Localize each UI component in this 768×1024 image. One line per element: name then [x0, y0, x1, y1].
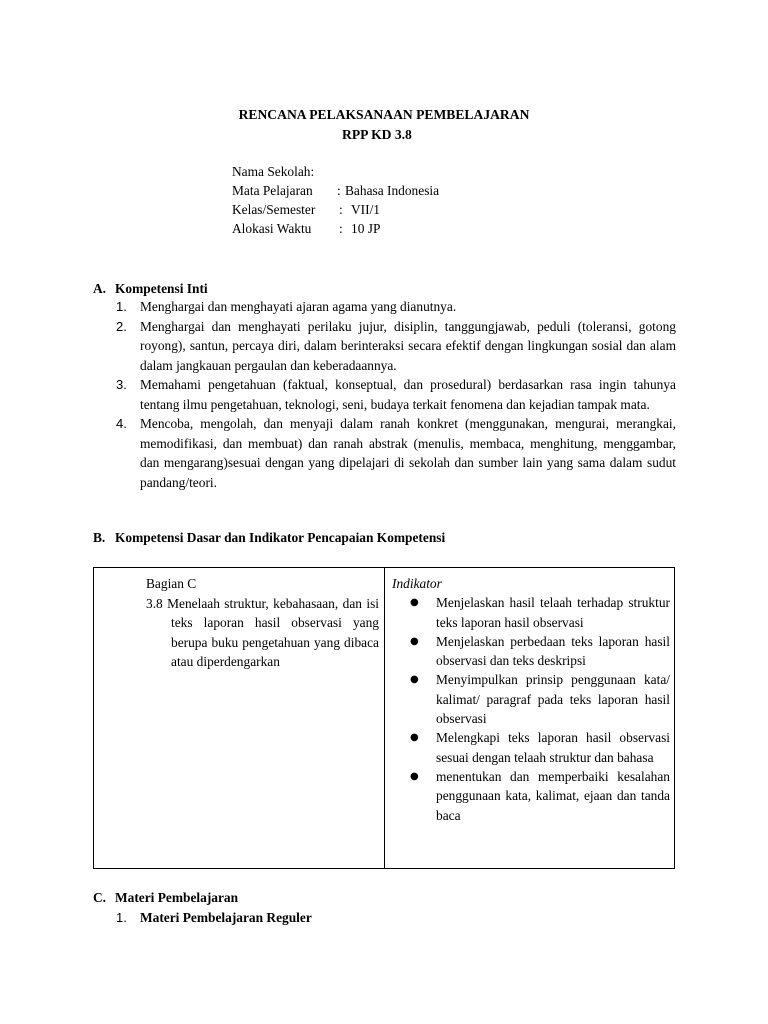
- list-item: [116, 908, 676, 928]
- info-key: Kelas/Semester: [232, 202, 316, 217]
- list-number: 3.: [116, 377, 127, 392]
- kd-text: 3.8 Menelaah struktur, kebahasaan, dan isi teks laporan hasil observasi yang berupa buku pengetahuan yang dibaca atau diperdengarkan: [146, 595, 379, 669]
- info-colon: :: [339, 202, 343, 217]
- indikator-title: Indikator: [392, 576, 442, 591]
- section-title: Kompetensi Dasar dan Indikator Pencapaian Kompetensi: [115, 530, 446, 545]
- materi-list: [116, 908, 676, 928]
- info-row-mata-pelajaran: [232, 181, 439, 201]
- list-item: [116, 375, 676, 414]
- info-colon: :: [337, 183, 341, 198]
- list-number: 4.: [116, 416, 127, 431]
- table-divider: [384, 568, 385, 868]
- list-text: Menghargai dan menghayati ajaran agama yang dianutnya.: [140, 299, 457, 314]
- list-item: [116, 317, 676, 376]
- bullet-icon: ●: [410, 674, 419, 686]
- bullet-icon: ●: [410, 770, 419, 782]
- document-title: RENCANA PELAKSANAAN PEMBELAJARAN: [238, 107, 530, 122]
- list-text: Mencoba, mengolah, dan menyaji dalam ranah konkret (menggunakan, mengurai, merangkai, memodifikasi, dan membuat) dan ranah abstrak (menulis, membaca, menghitung, menggambar, dan mengarang)sesuai dengan yang dipelajari di sekolah dan sumber lain yang sama dalam sudut pandang/teori.: [140, 416, 676, 490]
- list-item: [116, 297, 676, 317]
- info-colon: :: [339, 221, 343, 236]
- info-row-alokasi-waktu: [232, 219, 380, 239]
- info-key: Nama Sekolah: [232, 164, 311, 179]
- info-value: Bahasa Indonesia: [345, 183, 440, 198]
- indikator-text: Menjelaskan perbedaan teks laporan hasil observasi dan teks deskripsi: [436, 633, 670, 669]
- kd-cell: [146, 574, 379, 672]
- kompetensi-inti-list: [116, 297, 676, 492]
- indikator-item: [392, 632, 670, 671]
- section-b-heading: [93, 528, 445, 548]
- info-row-nama-sekolah: [232, 162, 314, 182]
- info-key: Alokasi Waktu: [232, 221, 312, 236]
- section-title: Materi Pembelajaran: [115, 890, 239, 905]
- section-letter: B.: [93, 530, 106, 545]
- indikator-item: [392, 593, 670, 632]
- indikator-text: Menjelaskan hasil telaah terhadap struktur teks laporan hasil observasi: [436, 595, 670, 630]
- list-number: 1.: [116, 299, 127, 314]
- indikator-text: menentukan dan memperbaiki kesalahan penggunaan kata, kalimat, ejaan dan tanda baca: [436, 768, 670, 823]
- bullet-icon: ●: [410, 635, 419, 647]
- list-item: [116, 414, 676, 492]
- indikator-cell: [392, 574, 670, 825]
- list-text: Memahami pengetahuan (faktual, konseptual, dan prosedural) berdasarkan rasa ingin tahunya tentang ilmu pengetahuan, teknologi, seni, budaya terkait fenomena dan kejadian tampak mata.: [140, 377, 676, 412]
- indikator-item: [392, 767, 670, 825]
- section-a-heading: [93, 279, 208, 299]
- section-letter: A.: [93, 281, 107, 296]
- info-value: 10 JP: [351, 221, 381, 236]
- document-subtitle: RPP KD 3.8: [342, 127, 412, 142]
- info-key: Mata Pelajaran: [232, 183, 313, 198]
- info-row-kelas-semester: [232, 200, 380, 220]
- list-text: Materi Pembelajaran Reguler: [140, 910, 312, 925]
- indikator-text: Melengkapi teks laporan hasil observasi sesuai dengan telaah struktur dan bahasa: [436, 730, 670, 765]
- indikator-item: [392, 728, 670, 767]
- kd-indikator-table: [93, 567, 675, 869]
- list-number: 1.: [116, 910, 127, 925]
- section-c-heading: [93, 888, 238, 908]
- section-letter: C.: [93, 890, 107, 905]
- section-title: Kompetensi Inti: [115, 281, 208, 296]
- indikator-text: Menyimpulkan prinsip penggunaan kata/ kalimat/ paragraf pada teks laporan hasil observasi: [436, 672, 670, 727]
- bullet-icon: ●: [410, 732, 419, 744]
- indikator-item: [392, 670, 670, 728]
- bagian-label: Bagian C: [146, 576, 197, 591]
- info-value: VII/1: [351, 202, 381, 217]
- list-text: Menghargai dan menghayati perilaku jujur, disiplin, tanggungjawab, peduli (toleransi, gotong royong), santun, percaya diri, dalam berinteraksi secara efektif dengan lingkungan sosial dan alam dalam jangkauan pergaulan dan keberadaannya.: [140, 318, 676, 373]
- list-number: 2.: [116, 318, 127, 334]
- bullet-icon: ●: [410, 597, 419, 609]
- info-colon: :: [310, 164, 315, 179]
